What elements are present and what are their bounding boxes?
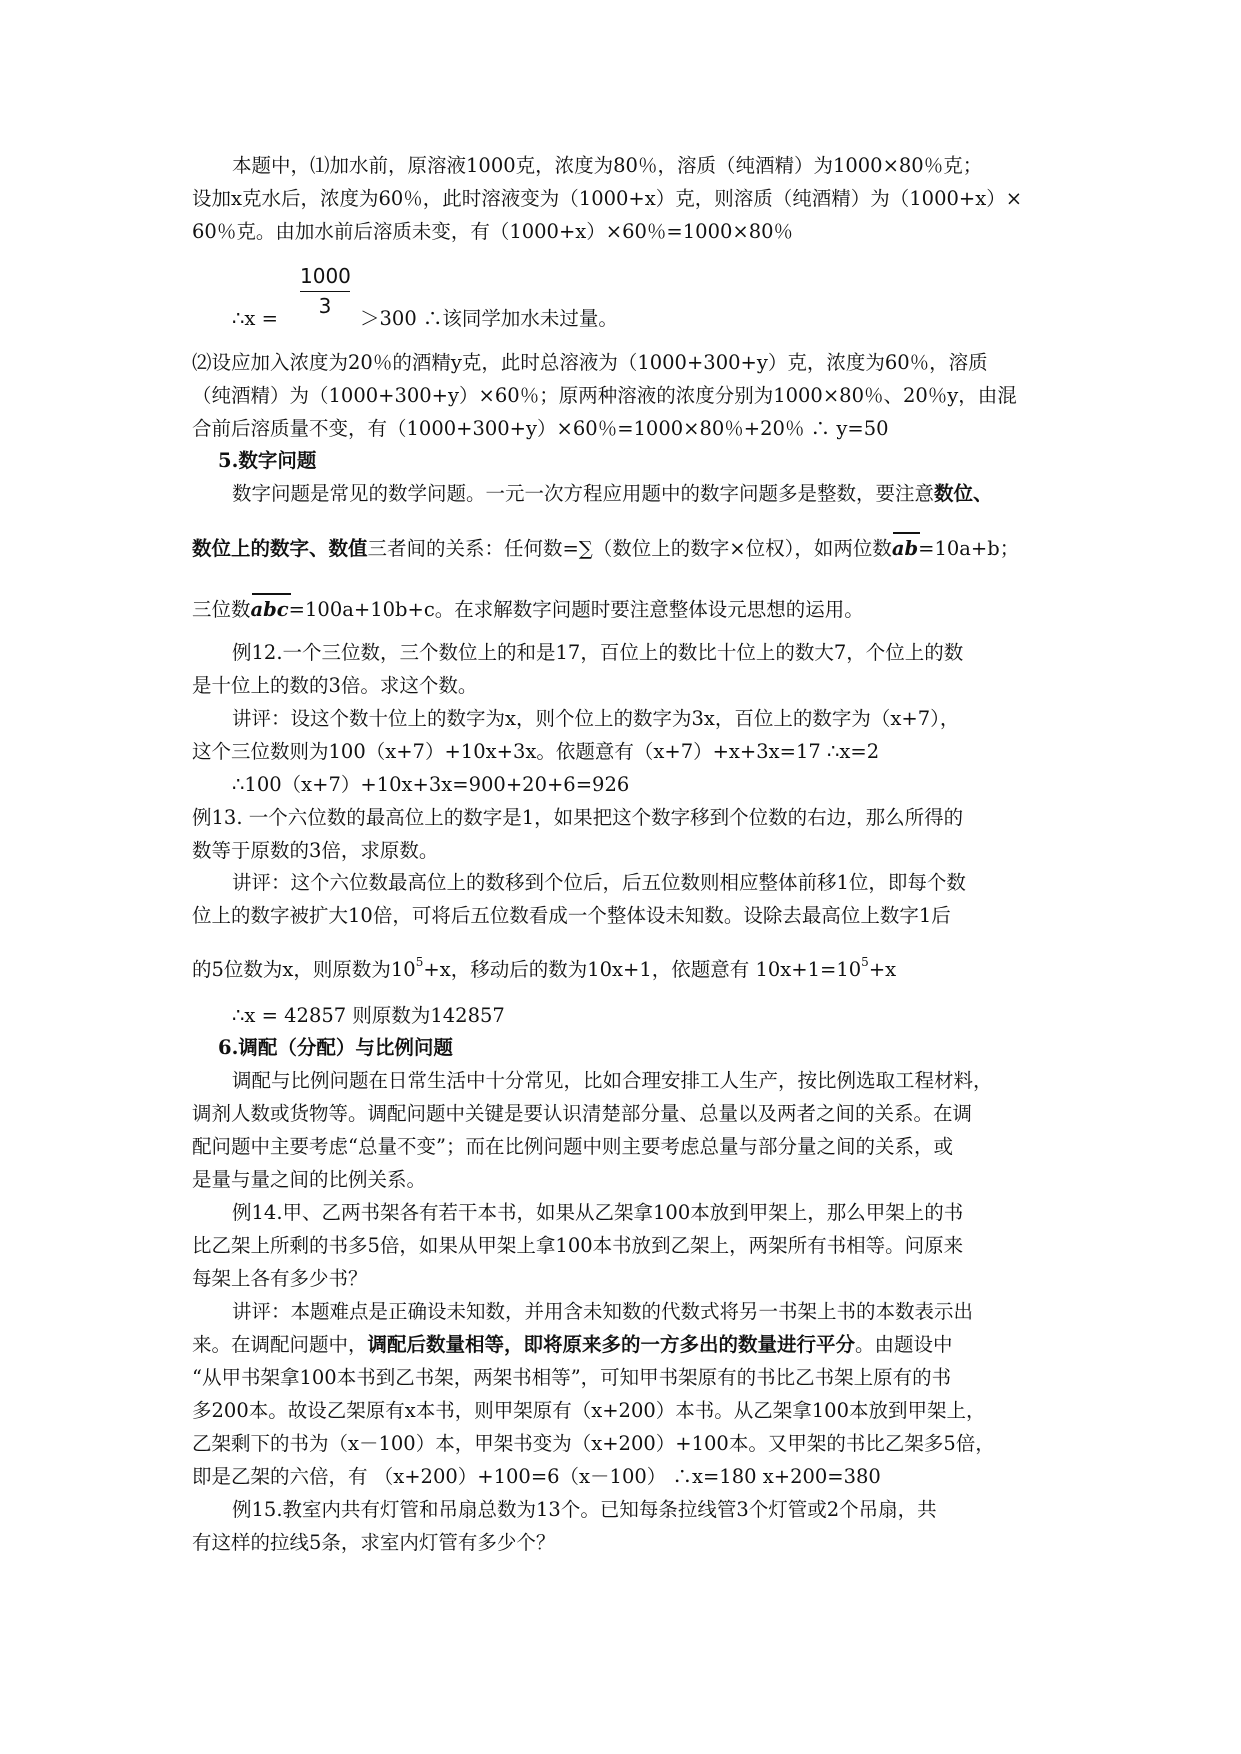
example-line: 例13. 一个六位数的最高位上的数字是1，如果把这个数字移到个位数的右边，那么所得的	[192, 806, 964, 829]
commentary-line: ∴x = 42857 则原数为142857	[232, 1004, 505, 1027]
example-line: 例12.一个三位数，三个数位上的和是17，百位上的数比十位上的数大7，个位上的数	[232, 641, 964, 664]
overline-ab: ab	[892, 536, 918, 562]
commentary-line: ∴100（x+7）+10x+3x=900+20+6=926	[232, 773, 630, 796]
commentary-line: 即是乙架的六倍，有 （x+200）+100=6（x－100） ∴x=180 x+200=380	[192, 1465, 881, 1488]
para-line: 三位数abc =100a+10b+c。在求解数字问题时要注意整体设元思想的运用。	[192, 597, 864, 623]
commentary-line: 的5位数为x，则原数为$10^5+x$，移动后的数为10x+1，依题意有 $10x+1=10^5+x$	[192, 954, 897, 981]
fraction	[300, 264, 350, 320]
para-line: 配问题中主要考虑“总量不变”；而在比例问题中则主要考虑总量与部分量之间的关系，或	[192, 1135, 953, 1158]
example-line: 每架上各有多少书？	[192, 1267, 368, 1290]
commentary-line: 讲评：这个六位数最高位上的数移到个位后，后五位数则相应整体前移1位，即每个数	[232, 871, 966, 894]
commentary-line: 乙架剩下的书为（x－100）本，甲架书变为（x+200）+100本。又甲架的书比乙架多5倍，	[192, 1432, 995, 1455]
commentary-line: “从甲书架拿100本书到乙书架，两架书相等”，可知甲书架原有的书比乙书架上原有的书	[192, 1366, 952, 1389]
overline-abc: abc	[251, 597, 289, 623]
para-line: 调配与比例问题在日常生活中十分常见，比如合理安排工人生产，按比例选取工程材料，	[232, 1069, 993, 1092]
para-line: 设加x克水后，浓度为60％，此时溶液变为（1000+x）克，则溶质（纯酒精）为（1000+x）×	[192, 187, 1023, 210]
equation-rhs: ＞300 ∴该同学加水未过量。	[360, 307, 618, 330]
commentary-line: 讲评：设这个数十位上的数字为x，则个位上的数字为3x，百位上的数字为（x+7），	[232, 707, 960, 730]
para-line: 数字问题是常见的数学问题。一元一次方程应用题中的数字问题多是整数，要注意数位、	[232, 482, 993, 505]
commentary-line: 来。在调配问题中，调配后数量相等，即将原来多的一方多出的数量进行平分。由题设中	[192, 1333, 953, 1356]
example-line: 例15.教室内共有灯管和吊扇总数为13个。已知每条拉线管3个灯管或2个吊扇，共	[232, 1498, 937, 1521]
fraction-numerator: 1000	[300, 264, 350, 292]
para-line: 调剂人数或货物等。调配问题中关键是要认识清楚部分量、总量以及两者之间的关系。在调	[192, 1102, 973, 1125]
para-line: 60％克。由加水前后溶质未变，有（1000+x）×60％=1000×80％	[192, 220, 794, 243]
para-line: 是量与量之间的比例关系。	[192, 1168, 427, 1191]
example-line: 例14.甲、乙两书架各有若干本书，如果从乙架拿100本放到甲架上，那么甲架上的书	[232, 1201, 964, 1224]
example-line: 是十位上的数的3倍。求这个数。	[192, 674, 478, 697]
commentary-line: 这个三位数则为100（x+7）+10x+3x。依题意有（x+7）+x+3x=17 ∴x=2	[192, 740, 880, 763]
commentary-line: 讲评：本题难点是正确设未知数，并用含未知数的代数式将另一书架上书的本数表示出	[232, 1300, 974, 1323]
para-line: （纯酒精）为（1000+300+y）×60％；原两种溶液的浓度分别为1000×80％、20％y，由混	[192, 384, 1017, 407]
para-line: ⑵设应加入浓度为20％的酒精y克，此时总溶液为（1000+300+y）克，浓度为60％，溶质	[192, 351, 988, 374]
para-line: 合前后溶质量不变，有（1000+300+y）×60％=1000×80％+20％ ∴ y=50	[192, 417, 889, 440]
equation-lhs: ∴x =	[232, 307, 278, 330]
example-line: 数等于原数的3倍，求原数。	[192, 839, 439, 862]
commentary-line: 多200本。故设乙架原有x本书，则甲架原有（x+200）本书。从乙架拿100本放到甲架上，	[192, 1399, 986, 1422]
example-line: 比乙架上所剩的书多5倍，如果从甲架上拿100本书放到乙架上，两架所有书相等。问原来	[192, 1234, 964, 1257]
para-line: 本题中，⑴加水前，原溶液1000克，浓度为80％，溶质（纯酒精）为1000×80％克；	[232, 154, 983, 177]
commentary-line: 位上的数字被扩大10倍，可将后五位数看成一个整体设未知数。设除去最高位上数字1后	[192, 904, 951, 927]
example-line: 有这样的拉线5条，求室内灯管有多少个？	[192, 1531, 556, 1554]
section-heading: 6.调配（分配）与比例问题	[218, 1036, 453, 1059]
fraction-denominator: 3	[318, 294, 332, 318]
section-heading: 5.数字问题	[218, 449, 317, 472]
para-line: 数位上的数字、数值三者间的关系：任何数=∑（数位上的数字×位权），如两位数ab =10a+b；	[192, 536, 1019, 562]
